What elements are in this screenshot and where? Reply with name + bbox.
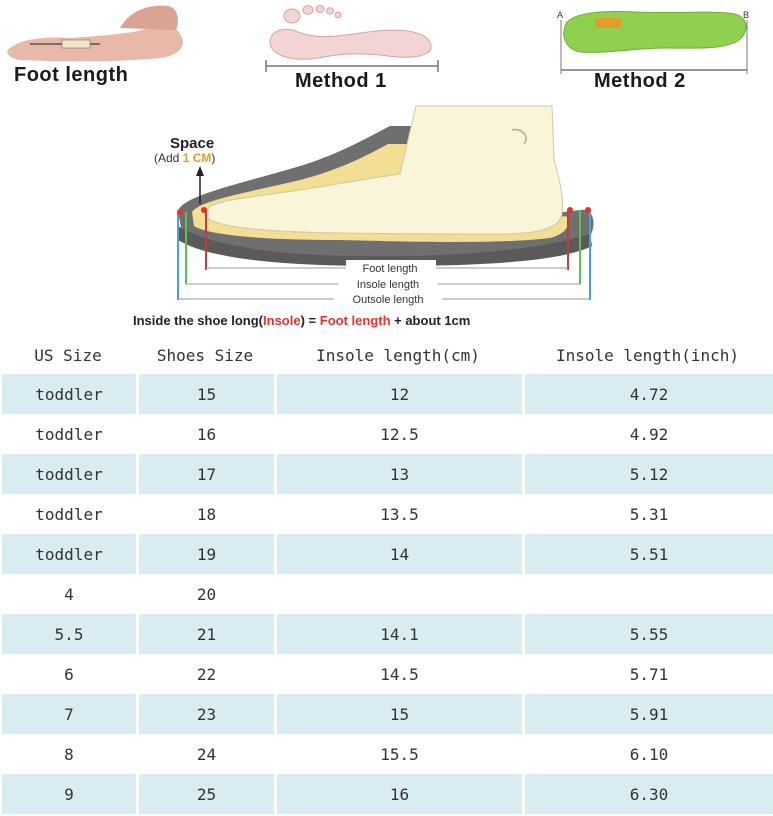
table-row <box>0 494 773 534</box>
table-row <box>0 654 773 694</box>
table-row <box>0 694 773 734</box>
svg-text:B: B <box>743 10 750 20</box>
table-row <box>0 414 773 454</box>
method-1-label: Method 1 <box>295 70 387 92</box>
cell-insole-inch: 5.55 <box>522 614 773 654</box>
footprint-icon <box>258 2 448 72</box>
cell-insole-inch: 5.12 <box>522 454 773 494</box>
cell-shoes-size: 15 <box>136 374 274 414</box>
cell-us-size: toddler <box>0 414 136 454</box>
cell-insole-inch: 5.31 <box>522 494 773 534</box>
measurement-methods <box>0 0 773 100</box>
cell-insole-cm: 15.5 <box>274 734 522 774</box>
cell-us-size: toddler <box>0 494 136 534</box>
shoe-cross-section-diagram <box>120 100 620 340</box>
table-header-row <box>0 336 773 374</box>
table-row <box>0 454 773 494</box>
cell-insole-cm: 14 <box>274 534 522 574</box>
cell-insole-cm: 14.1 <box>274 614 522 654</box>
cell-insole-inch: 5.91 <box>522 694 773 734</box>
table-row <box>0 374 773 414</box>
space-title: Space <box>170 135 215 152</box>
table-row <box>0 774 773 814</box>
cell-us-size: toddler <box>0 374 136 414</box>
header-insole-cm: Insole length(cm) <box>316 345 480 365</box>
cell-insole-cm: 15 <box>274 694 522 734</box>
cell-insole-cm: 13.5 <box>274 494 522 534</box>
cell-insole-inch: 6.30 <box>522 774 773 814</box>
table-row <box>0 734 773 774</box>
cell-shoes-size: 16 <box>136 414 274 454</box>
cell-shoes-size: 25 <box>136 774 274 814</box>
svg-text:A: A <box>557 10 564 20</box>
cell-us-size: 7 <box>0 694 136 734</box>
cell-insole-inch: 4.92 <box>522 414 773 454</box>
table-row <box>0 534 773 574</box>
cell-shoes-size: 23 <box>136 694 274 734</box>
shoe-length-caption: Inside the shoe long(Insole) = Foot length + about 1cm <box>133 313 471 328</box>
cell-us-size: 4 <box>0 574 136 614</box>
header-us-size: US Size <box>34 345 102 365</box>
cell-us-size: 6 <box>0 654 136 694</box>
foot-length-dimension: Foot length <box>362 263 418 275</box>
cell-insole-cm: 13 <box>274 454 522 494</box>
cell-us-size: 9 <box>0 774 136 814</box>
insole-length-dimension: Insole length <box>356 279 420 291</box>
cell-insole-inch <box>522 574 773 614</box>
cell-shoes-size: 24 <box>136 734 274 774</box>
cell-shoes-size: 17 <box>136 454 274 494</box>
cell-shoes-size: 22 <box>136 654 274 694</box>
cell-shoes-size: 18 <box>136 494 274 534</box>
cell-insole-cm <box>274 574 522 614</box>
header-shoes-size: Shoes Size <box>156 345 254 365</box>
cell-insole-cm: 16 <box>274 774 522 814</box>
cell-insole-inch: 6.10 <box>522 734 773 774</box>
header-insole-inch: Insole length(inch) <box>555 345 740 365</box>
cell-us-size: 5.5 <box>0 614 136 654</box>
cell-us-size: 8 <box>0 734 136 774</box>
cell-shoes-size: 19 <box>136 534 274 574</box>
space-note: (Add 1 CM) <box>154 151 216 165</box>
cell-insole-cm: 14.5 <box>274 654 522 694</box>
cell-us-size: toddler <box>0 534 136 574</box>
cell-insole-inch: 4.72 <box>522 374 773 414</box>
cell-insole-inch: 5.71 <box>522 654 773 694</box>
outsole-length-dimension: Outsole length <box>352 294 424 306</box>
cell-shoes-size: 20 <box>136 574 274 614</box>
cell-shoes-size: 21 <box>136 614 274 654</box>
size-chart-table <box>0 336 773 814</box>
cell-us-size: toddler <box>0 454 136 494</box>
insole-icon <box>555 4 755 76</box>
cell-insole-cm: 12.5 <box>274 414 522 454</box>
table-row <box>0 614 773 654</box>
foot-photo-illustration <box>0 0 190 70</box>
method-2-label: Method 2 <box>594 70 686 92</box>
table-row <box>0 574 773 614</box>
cell-insole-inch: 5.51 <box>522 534 773 574</box>
cell-insole-cm: 12 <box>274 374 522 414</box>
foot-length-label: Foot length <box>14 64 129 86</box>
